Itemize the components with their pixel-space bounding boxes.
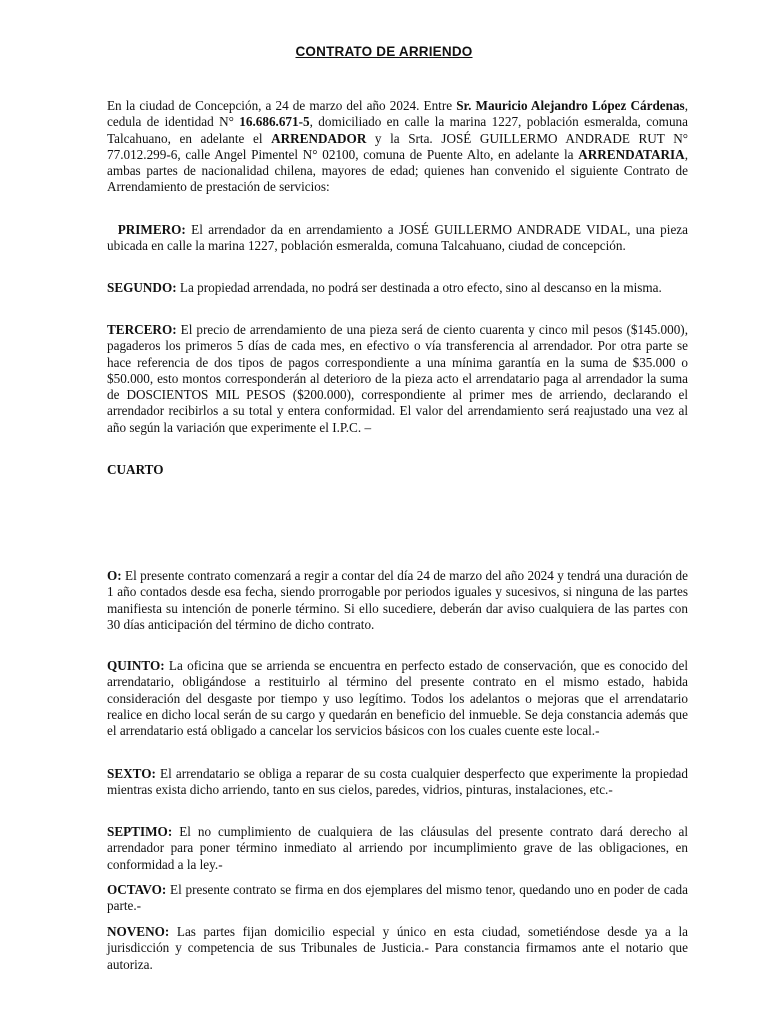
- clause-cuarto-cont: [107, 568, 688, 633]
- intro-text: , ambas partes de nacionalidad chilena, mayores de edad; quienes han convenido el siguiente Contrato de Arrendamiento de prestación de servicios:: [107, 146, 688, 195]
- clause-label: TERCERO:: [107, 322, 177, 337]
- clause-cuarto: [107, 462, 688, 478]
- clause-text: El presente contrato se firma en dos ejemplares del mismo tenor, quedando uno en poder de cada parte.-: [107, 882, 688, 914]
- clause-sexto: [107, 766, 688, 799]
- intro-text: , cedula de identidad N°: [107, 98, 688, 130]
- intro-text: y la Srta. JOSÉ GUILLERMO ANDRADE RUT N° 77.012.299-6, calle Angel Pimentel N° 02100, comuna de Puente Alto, en adelante la: [107, 130, 688, 162]
- arrendador-label: ARRENDADOR: [271, 130, 367, 146]
- intro-text: En la ciudad de Concepción, a 24 de marzo del año 2024. Entre: [107, 98, 457, 113]
- intro-paragraph: [107, 98, 688, 196]
- clause-label: QUINTO:: [107, 658, 165, 673]
- clause-label: NOVENO:: [107, 924, 170, 939]
- intro-text: , domiciliado en calle la marina 1227, población esmeralda, comuna Talcahuano, en adelante el: [107, 114, 688, 146]
- clause-octavo: [107, 882, 688, 915]
- clause-text: Las partes fijan domicilio especial y único en esta ciudad, sometiéndose desde ya a la jurisdicción y competencia de sus Tribunales de Justicia.- Para constancia firmamos ante el notario que autoriza.: [107, 924, 688, 972]
- arrendataria-label: ARRENDATARIA: [578, 146, 685, 162]
- clause-primero: [107, 222, 688, 255]
- clause-text: La propiedad arrendada, no podrá ser destinada a otro efecto, sino al descanso en la misma.: [176, 280, 662, 295]
- clause-label: SEPTIMO:: [107, 824, 173, 839]
- arrendador-id: 16.686.671-5: [239, 114, 310, 130]
- clause-text: El arrendador da en arrendamiento a JOSÉ GUILLERMO ANDRADE VIDAL, una pieza ubicada en calle la marina 1227, población esmeralda, comuna Talcahuano, ciudad de concepción.: [107, 222, 689, 254]
- clause-tercero: [107, 322, 688, 436]
- clause-text: El precio de arrendamiento de una pieza será de ciento cuarenta y cinco mil pesos ($145.000), pagaderos los primeros 5 días de cada mes, en efectivo o vía transferencia al arrendador. Por otra parte se hace referencia de dos tipos de pagos correspondiente a una mínima garantía en la suma de $35.000 o $50.000, esto montos corresponderán al deterioro de la pieza acto el arrendatario paga al arrendador la suma de DOSCIENTOS MIL PESOS ($200.000), correspondiente al primer mes de arriendo, declarando el arrendador recibirlos a su total y entera conformidad. El valor del arrendamiento será reajustado una vez al año según la variación que experimente el I.P.C. –: [107, 322, 688, 435]
- clause-label: SEGUNDO:: [107, 280, 177, 295]
- clause-text: El arrendatario se obliga a reparar de su costa cualquier desperfecto que experimente la propiedad mientras exista dicho arriendo, tanto en sus cielos, paredes, vidrios, pinturas, instalaciones, etc.-: [107, 766, 688, 798]
- arrendador-name: Sr. Mauricio Alejandro López Cárdenas: [456, 98, 685, 113]
- clause-noveno: [107, 924, 688, 973]
- clause-text: El no cumplimiento de cualquiera de las cláusulas del presente contrato dará derecho al arrendador para poner término inmediato al arriendo por incumplimiento grave de las obligaciones, en conformidad a la ley.-: [107, 824, 688, 872]
- clause-quinto: [107, 658, 688, 739]
- clause-label: O:: [107, 568, 122, 583]
- clause-segundo: [107, 280, 688, 296]
- clause-septimo: [107, 824, 688, 873]
- document-title: CONTRATO DE ARRIENDO: [295, 44, 473, 59]
- clause-label: PRIMERO:: [117, 222, 186, 237]
- clause-label: CUARTO: [107, 462, 164, 477]
- clause-text: El presente contrato comenzará a regir a contar del día 24 de marzo del año 2024 y tendrá una duración de 1 año contados desde esa fecha, siendo prorrogable por periodos iguales y sucesivos, si ninguna de las partes manifiesta su intención de ponerle término. Si ello sucediere, deberán dar aviso cualquiera de las partes con 30 días anticipación del término de dicho contrato.: [107, 568, 688, 632]
- clause-text: La oficina que se arrienda se encuentra en perfecto estado de conservación, que es conocido del arrendatario, obligándose a restituirlo al término del presente contrato en el mismo estado, habida consideración del desgaste por tiempo y uso legítimo. Todos los adelantos o mejoras que el arrendatario realice en dicho local serán de su cargo y quedarán en beneficio del inmueble. Se deja constancia además que el arrendatario está obligado a cancelar los servicios básicos con los cuales cuente este local.-: [107, 658, 688, 739]
- clause-label: SEXTO:: [107, 766, 156, 781]
- clause-label: OCTAVO:: [107, 882, 167, 897]
